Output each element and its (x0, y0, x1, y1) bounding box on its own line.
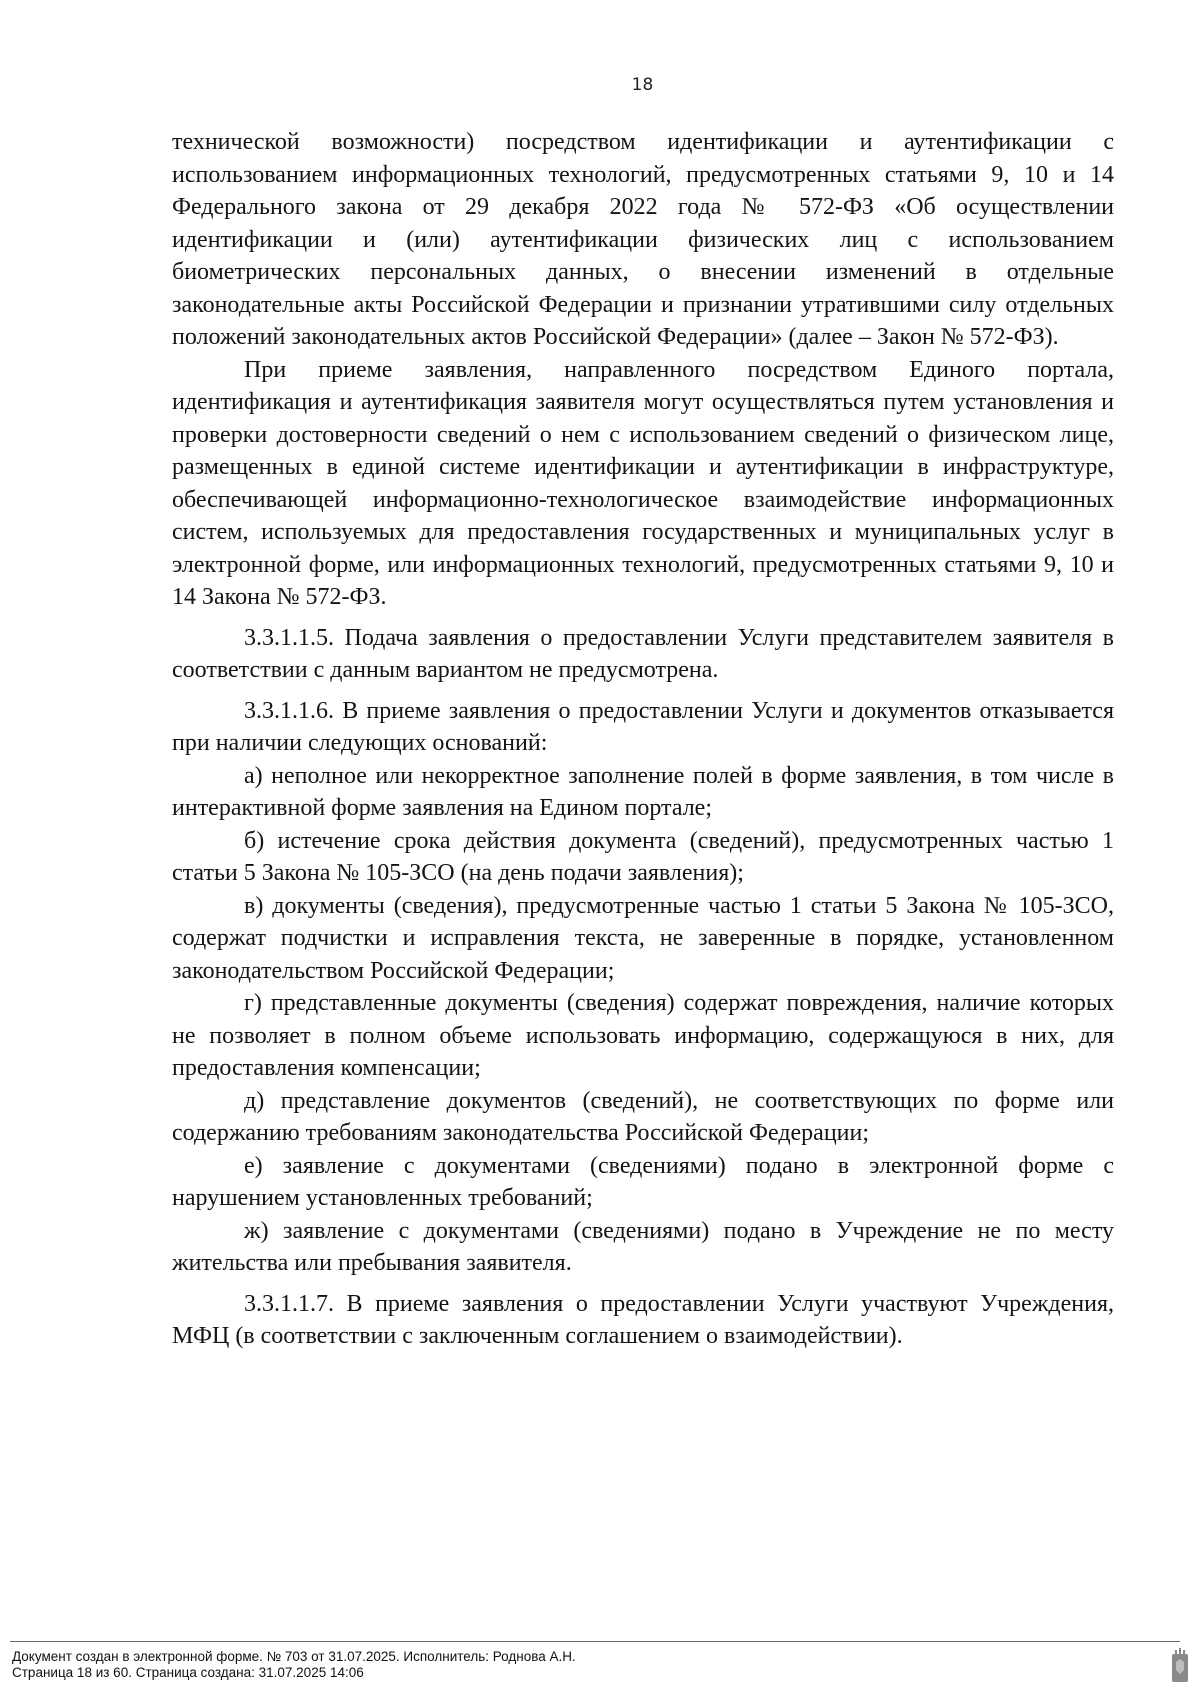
coat-of-arms-icon (1170, 1648, 1190, 1684)
page-number: 18 (631, 75, 654, 95)
list-item: а) неполное или некорректное заполнение полей в форме заявления, в том числе в интерактивной форме заявления на Едином портале; (172, 762, 1114, 821)
paragraph: 3.3.1.1.6. В приеме заявления о предоставлении Услуги и документов отказывается при наличии следующих оснований: (172, 697, 1114, 756)
list-item: в) документы (сведения), предусмотренные частью 1 статьи 5 Закона № 105-ЗСО, содержат подчистки и исправления текста, не заверенные в порядке, установленном законодательством Российской Федерации; (172, 892, 1114, 984)
footer-line-page-info: Страница 18 из 60. Страница создана: 31.07.2025 14:06 (12, 1665, 364, 1680)
list-item: е) заявление с документами (сведениями) подано в электронной форме с нарушением установленных требований; (172, 1152, 1114, 1211)
list-item: б) истечение срока действия документа (сведений), предусмотренных частью 1 статьи 5 Закона № 105-ЗСО (на день подачи заявления); (172, 827, 1114, 886)
footer-line-document-info: Документ создан в электронной форме. № 703 от 31.07.2025. Исполнитель: Роднова А.Н. (12, 1649, 576, 1664)
list-item: ж) заявление с документами (сведениями) подано в Учреждение не по месту жительства или пребывания заявителя. (172, 1217, 1114, 1276)
paragraph: технической возможности) посредством идентификации и аутентификации с использованием информационных технологий, предусмотренных статьями 9, 10 и 14 Федерального закона от 29 декабря 2022 года № 572-ФЗ «Об осуществлении идентификации и (или) аутентификации физических лиц с использованием биометрических персональных данных, о внесении изменений в отдельные законодательные акты Российской Федерации и признании утратившими силу отдельных положений законодательных актов Российской Федерации» (далее – Закон № 572-ФЗ). (172, 129, 1114, 350)
document-body (172, 126, 1114, 1353)
list-item: г) представленные документы (сведения) содержат повреждения, наличие которых не позволяет в полном объеме использовать информацию, содержащуюся в них, для предоставления компенсации; (172, 990, 1114, 1081)
footer-text (12, 1649, 576, 1681)
footer-divider (10, 1641, 1180, 1642)
paragraph: 3.3.1.1.5. Подача заявления о предоставлении Услуги представителем заявителя в соответствии с данным вариантом не предусмотрена. (172, 624, 1114, 683)
paragraph: 3.3.1.1.7. В приеме заявления о предоставлении Услуги участвуют Учреждения, МФЦ (в соответствии с заключенным соглашением о взаимодействии). (172, 1290, 1114, 1349)
list-item: д) представление документов (сведений), не соответствующих по форме или содержанию требованиям законодательства Российской Федерации; (172, 1087, 1114, 1146)
document-footer (0, 1638, 1200, 1698)
paragraph: При приеме заявления, направленного посредством Единого портала, идентификация и аутентификация заявителя могут осуществляться путем установления и проверки достоверности сведений о нем с использованием сведений о физическом лице, размещенных в единой системе идентификации и аутентификации в инфраструктуре, обеспечивающей информационно-технологическое взаимодействие информационных систем, используемых для предоставления государственных и муниципальных услуг в электронной форме, или информационных технологий, предусмотренных статьями 9, 10 и 14 Закона № 572-ФЗ. (172, 356, 1114, 610)
